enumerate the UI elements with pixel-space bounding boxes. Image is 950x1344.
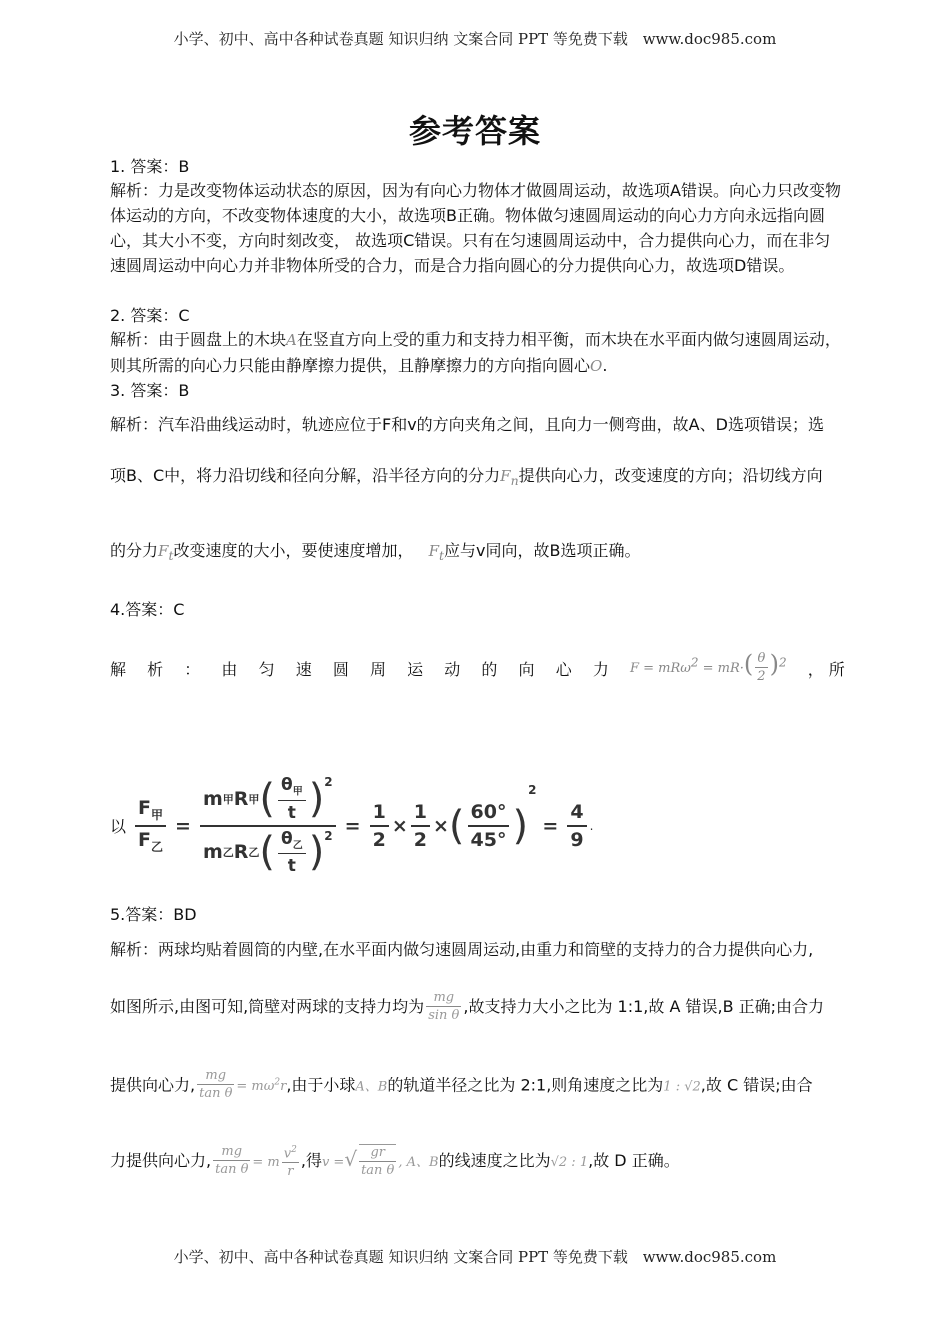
v2-over-r	[282, 1142, 299, 1181]
q4-char: 的	[481, 659, 498, 679]
q3-line-2b: 提供向心力，改变速度的方向；沿切线方向	[518, 466, 823, 485]
r-bot-sub: 乙	[248, 846, 260, 860]
q1-analysis: 解析：力是改变物体运动状态的原因，因为有向心力物体才做圆周运动，故选项A错误。向心力只改变物体运动的方向，不改变物体速度的大小，故选项B正确。物体做匀速圆周运动的向心力方向永远指向圆心，其大小不变，方向时刻改变， 故选项C错误。只有在匀速圆周运动中，合力提供向心力，而在非匀速圆周运动中向心力并非物体所受的合力，而是合力指向圆心的分力提供向心力，故选项D错误。	[110, 181, 841, 275]
q5-line-3d: ,故 C 错误;由合	[700, 1075, 813, 1095]
eq-mv: = m	[252, 1155, 280, 1170]
q5-line-4d: ,故 D 正确。	[588, 1151, 680, 1170]
deg-60: 60°	[468, 801, 510, 827]
half-2	[411, 801, 430, 851]
q4-char: ：	[184, 659, 201, 679]
mg-over-sin	[426, 990, 461, 1025]
q4-char: 运	[407, 659, 424, 679]
ratio-1: 1 : √2	[663, 1079, 701, 1095]
v-eq: v =	[321, 1155, 345, 1170]
q2-text-1: 解析：由于圆盘上的木块	[110, 330, 287, 349]
fn-sub: n	[510, 473, 519, 488]
q2-answer: 2. 答案：C	[110, 306, 190, 325]
ab-sym: A、B	[355, 1079, 388, 1095]
q4-ratio-equation	[110, 768, 593, 883]
q5-line-4: 力提供向心力, $\frac{mg}{\text{tan θ}}$ = m $\frac{v^2}{r}$ ,得v =√ $\frac{gr}{\text{tan θ}}$ , A、B的线速度之比为√2 : 1,故 D 正确。	[110, 1136, 845, 1186]
q5-answer: 5.答案：BD	[110, 905, 197, 924]
q5-line-3a: 提供向心力,	[110, 1075, 196, 1095]
q3-line-2a: 项B、C中，将力沿切线和径向分解，沿半径方向的分力	[110, 466, 501, 485]
header-url[interactable]: www.doc985.com	[642, 30, 777, 48]
tan-den-2: tan θ	[215, 1162, 249, 1177]
mg-num-2: mg	[197, 1068, 234, 1085]
sub-yi: 乙	[151, 839, 164, 854]
r-bot: R	[233, 841, 249, 864]
q3-line-2	[110, 463, 845, 493]
r-sym: r	[280, 1079, 287, 1095]
half-1	[370, 801, 389, 851]
deg-45: 45°	[470, 828, 507, 851]
result-den: 9	[570, 828, 584, 851]
formula-mid: = mR·	[698, 661, 744, 676]
mg-over-tan	[197, 1068, 234, 1103]
q5-line-2	[110, 984, 845, 1030]
q5-line-3	[110, 1060, 845, 1110]
q3-line-3	[110, 538, 845, 568]
q3-line-3a: 的分力	[110, 541, 159, 560]
q5-line-4b: ,得	[300, 1151, 322, 1170]
eq-sign-2: =	[344, 814, 361, 837]
theta-num: θ	[755, 651, 767, 668]
theta-den: 2	[757, 669, 766, 684]
sub-jia: 甲	[151, 807, 164, 822]
f-yi: F	[138, 828, 151, 851]
r-top: R	[233, 787, 249, 810]
footer-url[interactable]: www.doc985.com	[642, 1248, 777, 1266]
half-2-num: 1	[411, 801, 430, 827]
theta-bot: θ	[281, 828, 293, 849]
mg-num: mg	[426, 990, 461, 1007]
q3-answer: 3. 答案：B	[110, 381, 190, 400]
mg-num-3: mg	[213, 1144, 250, 1161]
force-ft-2	[428, 542, 445, 563]
q2-analysis	[110, 327, 845, 379]
f-ratio	[135, 797, 166, 855]
t-bot: t	[287, 855, 296, 876]
angle-sq: 2	[528, 783, 537, 798]
page-header	[0, 28, 950, 49]
q4-char: 解	[110, 659, 127, 679]
symbol-a: A	[286, 331, 297, 349]
q5-line-1: 解析：两球均贴着圆筒的内壁,在水平面内做匀速圆周运动,由重力和筒壁的支持力的合力提供向心力,	[110, 940, 814, 959]
m-top-sub: 甲	[222, 792, 234, 806]
ft-symbol-2: F	[428, 542, 439, 560]
v-sym: v	[283, 1146, 292, 1162]
theta-top: θ	[281, 775, 293, 796]
fn-symbol: F	[500, 467, 511, 485]
q4-char: 速	[295, 659, 312, 679]
eq-mw: = mω	[236, 1079, 275, 1095]
omega-sq: 2	[690, 655, 699, 670]
q3-line-3c: 应与v同向，故B选项正确。	[444, 541, 641, 560]
force-fn	[500, 467, 519, 488]
page-footer	[0, 1246, 950, 1267]
ratio-2: √2 : 1	[550, 1155, 589, 1170]
q2-text-2: 在竖直方向上受的重力和支持力相平衡，而木块在水平面内做匀速圆周运动，则其所需的向心力只能由静摩擦力提供，且静摩擦力的方向指向圆心	[110, 330, 841, 375]
theta-top-sub: 甲	[292, 786, 303, 798]
t-top: t	[287, 802, 296, 823]
q3-line-3b: 改变速度的大小，要使速度增加，	[173, 541, 414, 560]
angle-ratio	[468, 801, 510, 851]
result	[567, 801, 586, 851]
m-top: m	[202, 787, 223, 810]
m-bot-sub: 乙	[222, 846, 234, 860]
r-top-sub: 甲	[248, 792, 260, 806]
v-sq: 2	[291, 1144, 297, 1155]
tan-den-3: tan θ	[361, 1162, 395, 1178]
tan-den: tan θ	[199, 1086, 233, 1102]
theta-over-2	[755, 651, 767, 686]
times-2: ×	[432, 814, 449, 837]
force-ft	[158, 542, 174, 563]
symbol-o: O	[590, 357, 603, 375]
top-sq: 2	[324, 775, 333, 790]
q4-centripetal-formula: F = mRω$^2$ = mR·( $\frac{\theta}{2}$ )$^2$	[629, 650, 787, 684]
half-1-num: 1	[370, 801, 389, 827]
q4-yi: 以	[110, 817, 127, 836]
omega-sq-2: 2	[274, 1078, 281, 1088]
ratio-formula: $F_甲$ $F_乙$ = m 甲 R 甲 ( $\theta_甲$ t ) $^2$ m 乙 R 乙 ( $\theta_乙$ t ) $^2$ = $\frac{1}{2}$ × $\frac{1}{2}$ × ( 60° 45° ) 2 = $\frac{4}{9}$ .	[132, 775, 593, 876]
ft-sub-2: t	[439, 548, 445, 563]
q4-char: 由	[221, 659, 238, 679]
times-1: ×	[391, 814, 408, 837]
theta-bot-sub: 乙	[292, 839, 303, 851]
q4-char: 析	[147, 659, 164, 679]
ab-sym-2: A、B	[406, 1155, 439, 1170]
q4-answer: 4.答案：C	[110, 600, 185, 619]
q4-char: 匀	[258, 659, 275, 679]
m-bot: m	[202, 841, 223, 864]
result-num: 4	[567, 801, 586, 827]
r-den: r	[287, 1164, 294, 1180]
ft-symbol: F	[158, 542, 169, 560]
q4-char: 力	[592, 659, 609, 679]
q4-char: 圆	[332, 659, 349, 679]
q5-line-4a: 力提供向心力,	[110, 1151, 212, 1170]
theta-t-bot	[278, 829, 306, 876]
q5-line-2b: ,故支持力大小之比为 1:1,故 A 错误,B 正确;由合力	[463, 997, 825, 1016]
mg-over-tan-2	[213, 1144, 250, 1179]
f-jia: F	[138, 796, 151, 819]
q4-char: 向	[518, 659, 535, 679]
q5-line-2a: 如图所示,由图可知,筒壁对两球的支持力均为	[110, 997, 425, 1016]
m-r-theta-ratio: m 甲 R 甲 ( $\theta_甲$ t ) $^2$ m 乙 R 乙 ( $\theta_乙$ t ) $^2$	[200, 775, 336, 876]
q5-line-4c: 的线速度之比为	[438, 1151, 551, 1170]
q1-answer: 1. 答案：B	[110, 157, 190, 176]
sin-den: sin θ	[428, 1008, 460, 1023]
half-1-den: 2	[372, 828, 386, 851]
half-2-den: 2	[413, 828, 427, 851]
footer-text: 小学、初中、高中各种试卷真题 知识归纳 文案合同 PPT 等免费下载	[173, 1248, 628, 1266]
formula-lhs: F = mRω	[629, 661, 691, 676]
page-title: 参考答案	[408, 112, 541, 150]
q4-char: 心	[555, 659, 572, 679]
ft-sub: t	[168, 548, 174, 563]
bot-sq: 2	[324, 828, 333, 843]
q5-line-3c: 的轨道半径之比为 2:1,则角速度之比为	[387, 1075, 664, 1095]
gr-num: gr	[359, 1145, 396, 1162]
theta-t-top	[278, 775, 306, 822]
q4-char: 动	[444, 659, 461, 679]
q4-tail: ， 所	[807, 659, 845, 679]
header-text: 小学、初中、高中各种试卷真题 知识归纳 文案合同 PPT 等免费下载	[173, 30, 628, 48]
q4-analysis-line	[110, 648, 845, 688]
q5-line-3b: ,由于小球	[286, 1075, 356, 1095]
q4-char: 周	[369, 659, 386, 679]
paren-sq: 2	[778, 655, 787, 670]
q3-line-1: 解析：汽车沿曲线运动时，轨迹应位于F和v的方向夹角之间，且向力一侧弯曲，故A、D选项错误；选	[110, 415, 824, 434]
q2-text-3: .	[602, 356, 608, 375]
gr-over-tan	[359, 1144, 396, 1180]
